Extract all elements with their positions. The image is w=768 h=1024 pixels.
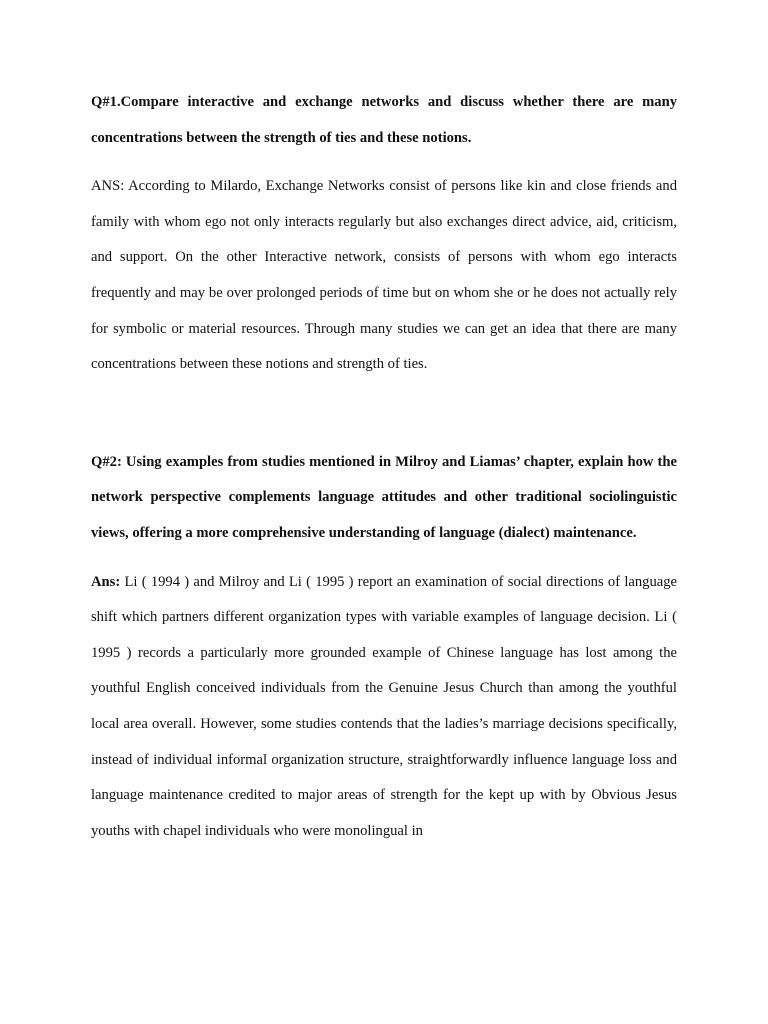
document-page [91, 85, 677, 849]
answer-2 [91, 565, 677, 850]
answer-2-label: Ans: [91, 573, 121, 590]
question-1: Q#1.Compare interactive and exchange networks and discuss whether there are many concentrations between the strength of ties and these notions. [91, 94, 677, 146]
answer-2-text: Li ( 1994 ) and Milroy and Li ( 1995 ) report an examination of social directions of language shift which partners different organization types with variable examples of language decision. Li ( 1995 ) records a particularly more grounded example of Chinese language has lost among the youthful English conceived individuals from the Genuine Jesus Church than among the youthful local area overall. However, some studies contends that the ladies’s marriage decisions specifically, instead of individual informal organization structure, straightforwardly influence language loss and language maintenance credited to major areas of strength for the kept up with by Obvious Jesus youths with chapel individuals who were monolingual in [91, 573, 677, 839]
answer-1: ANS: According to Milardo, Exchange Networks consist of persons like kin and close friends and family with whom ego not only interacts regularly but also exchanges direct advice, aid, criticism, and support. On the other Interactive network, consists of persons with whom ego interacts frequently and may be over prolonged periods of time but on whom she or he does not actually rely for symbolic or material resources. Through many studies we can get an idea that there are many concentrations between these notions and strength of ties. [91, 178, 677, 373]
question-2: Q#2: Using examples from studies mentioned in Milroy and Liamas’ chapter, explain how the network perspective complements language attitudes and other traditional sociolinguistic views, offering a more comprehensive understanding of language (dialect) maintenance. [91, 453, 677, 541]
